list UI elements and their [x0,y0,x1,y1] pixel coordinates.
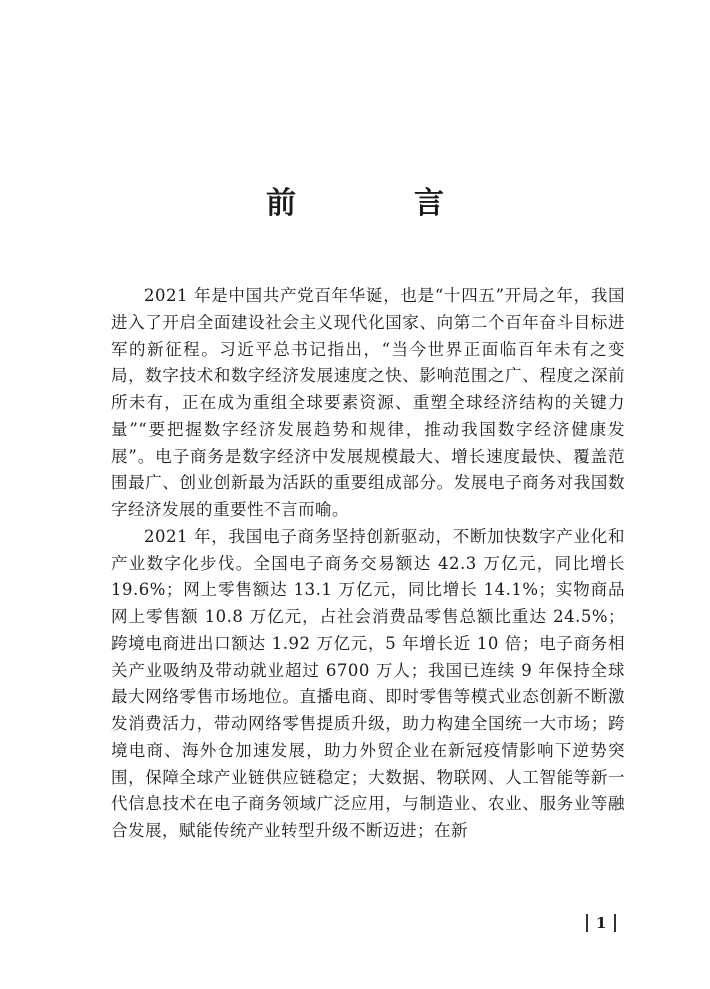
page-title: 前 言 [266,186,488,221]
paragraph: 2021 年是中国共产党百年华诞，也是“十四五”开局之年，我国进入了开启全面建设社会主义现代化国家、向第二个百年奋斗目标进军的新征程。习近平总书记指出，“当今世界正面临百年未有之变局，数字技术和数字经济发展速度之快、影响范围之广、程度之深前所未有，正在成为重组全球要素资源、重塑全球经济结构的关键力量”“要把握数字经济发展趋势和规律，推动我国数字经济健康发展”。电子商务是数字经济中发展规模最大、增长速度最快、覆盖范围最广、创业创新最为活跃的重要组成部分。发展电子商务对我国数字经济发展的重要性不言而喻。 [111,286,625,519]
paragraph: 2021 年，我国电子商务坚持创新驱动，不断加快数字产业化和产业数字化步伐。全国电子商务交易额达 42.3 万亿元，同比增长 19.6%；网上零售额达 13.1 万亿元，同比增长 14.1%；实物商品网上零售额 10.8 万亿元，占社会消费品零售总额比重达 24.5%；跨境电商进出口额达 1.92 万亿元，5 年增长近 10 倍；电子商务相关产业吸纳及带动就业超过 6700 万人；我国已连续 9 年保持全球最大网络零售市场地位。直播电商、即时零售等模式业态创新不断激发消费活力，带动网络零售提质升级，助力构建全国统一大市场；跨境电商、海外仓加速发展，助力外贸企业在新冠疫情影响下逆势突围，保障全球产业链供应链稳定；大数据、物联网、人工智能等新一代信息技术在电子商务领域广泛应用，与制造业、农业、服务业等融合发展，赋能传统产业转型升级不断迈进；在新 [111,526,625,840]
page-number-value: 1 [596,914,607,932]
page-number [586,911,616,935]
body-text [111,283,625,845]
page-number-bar-right [614,914,616,932]
